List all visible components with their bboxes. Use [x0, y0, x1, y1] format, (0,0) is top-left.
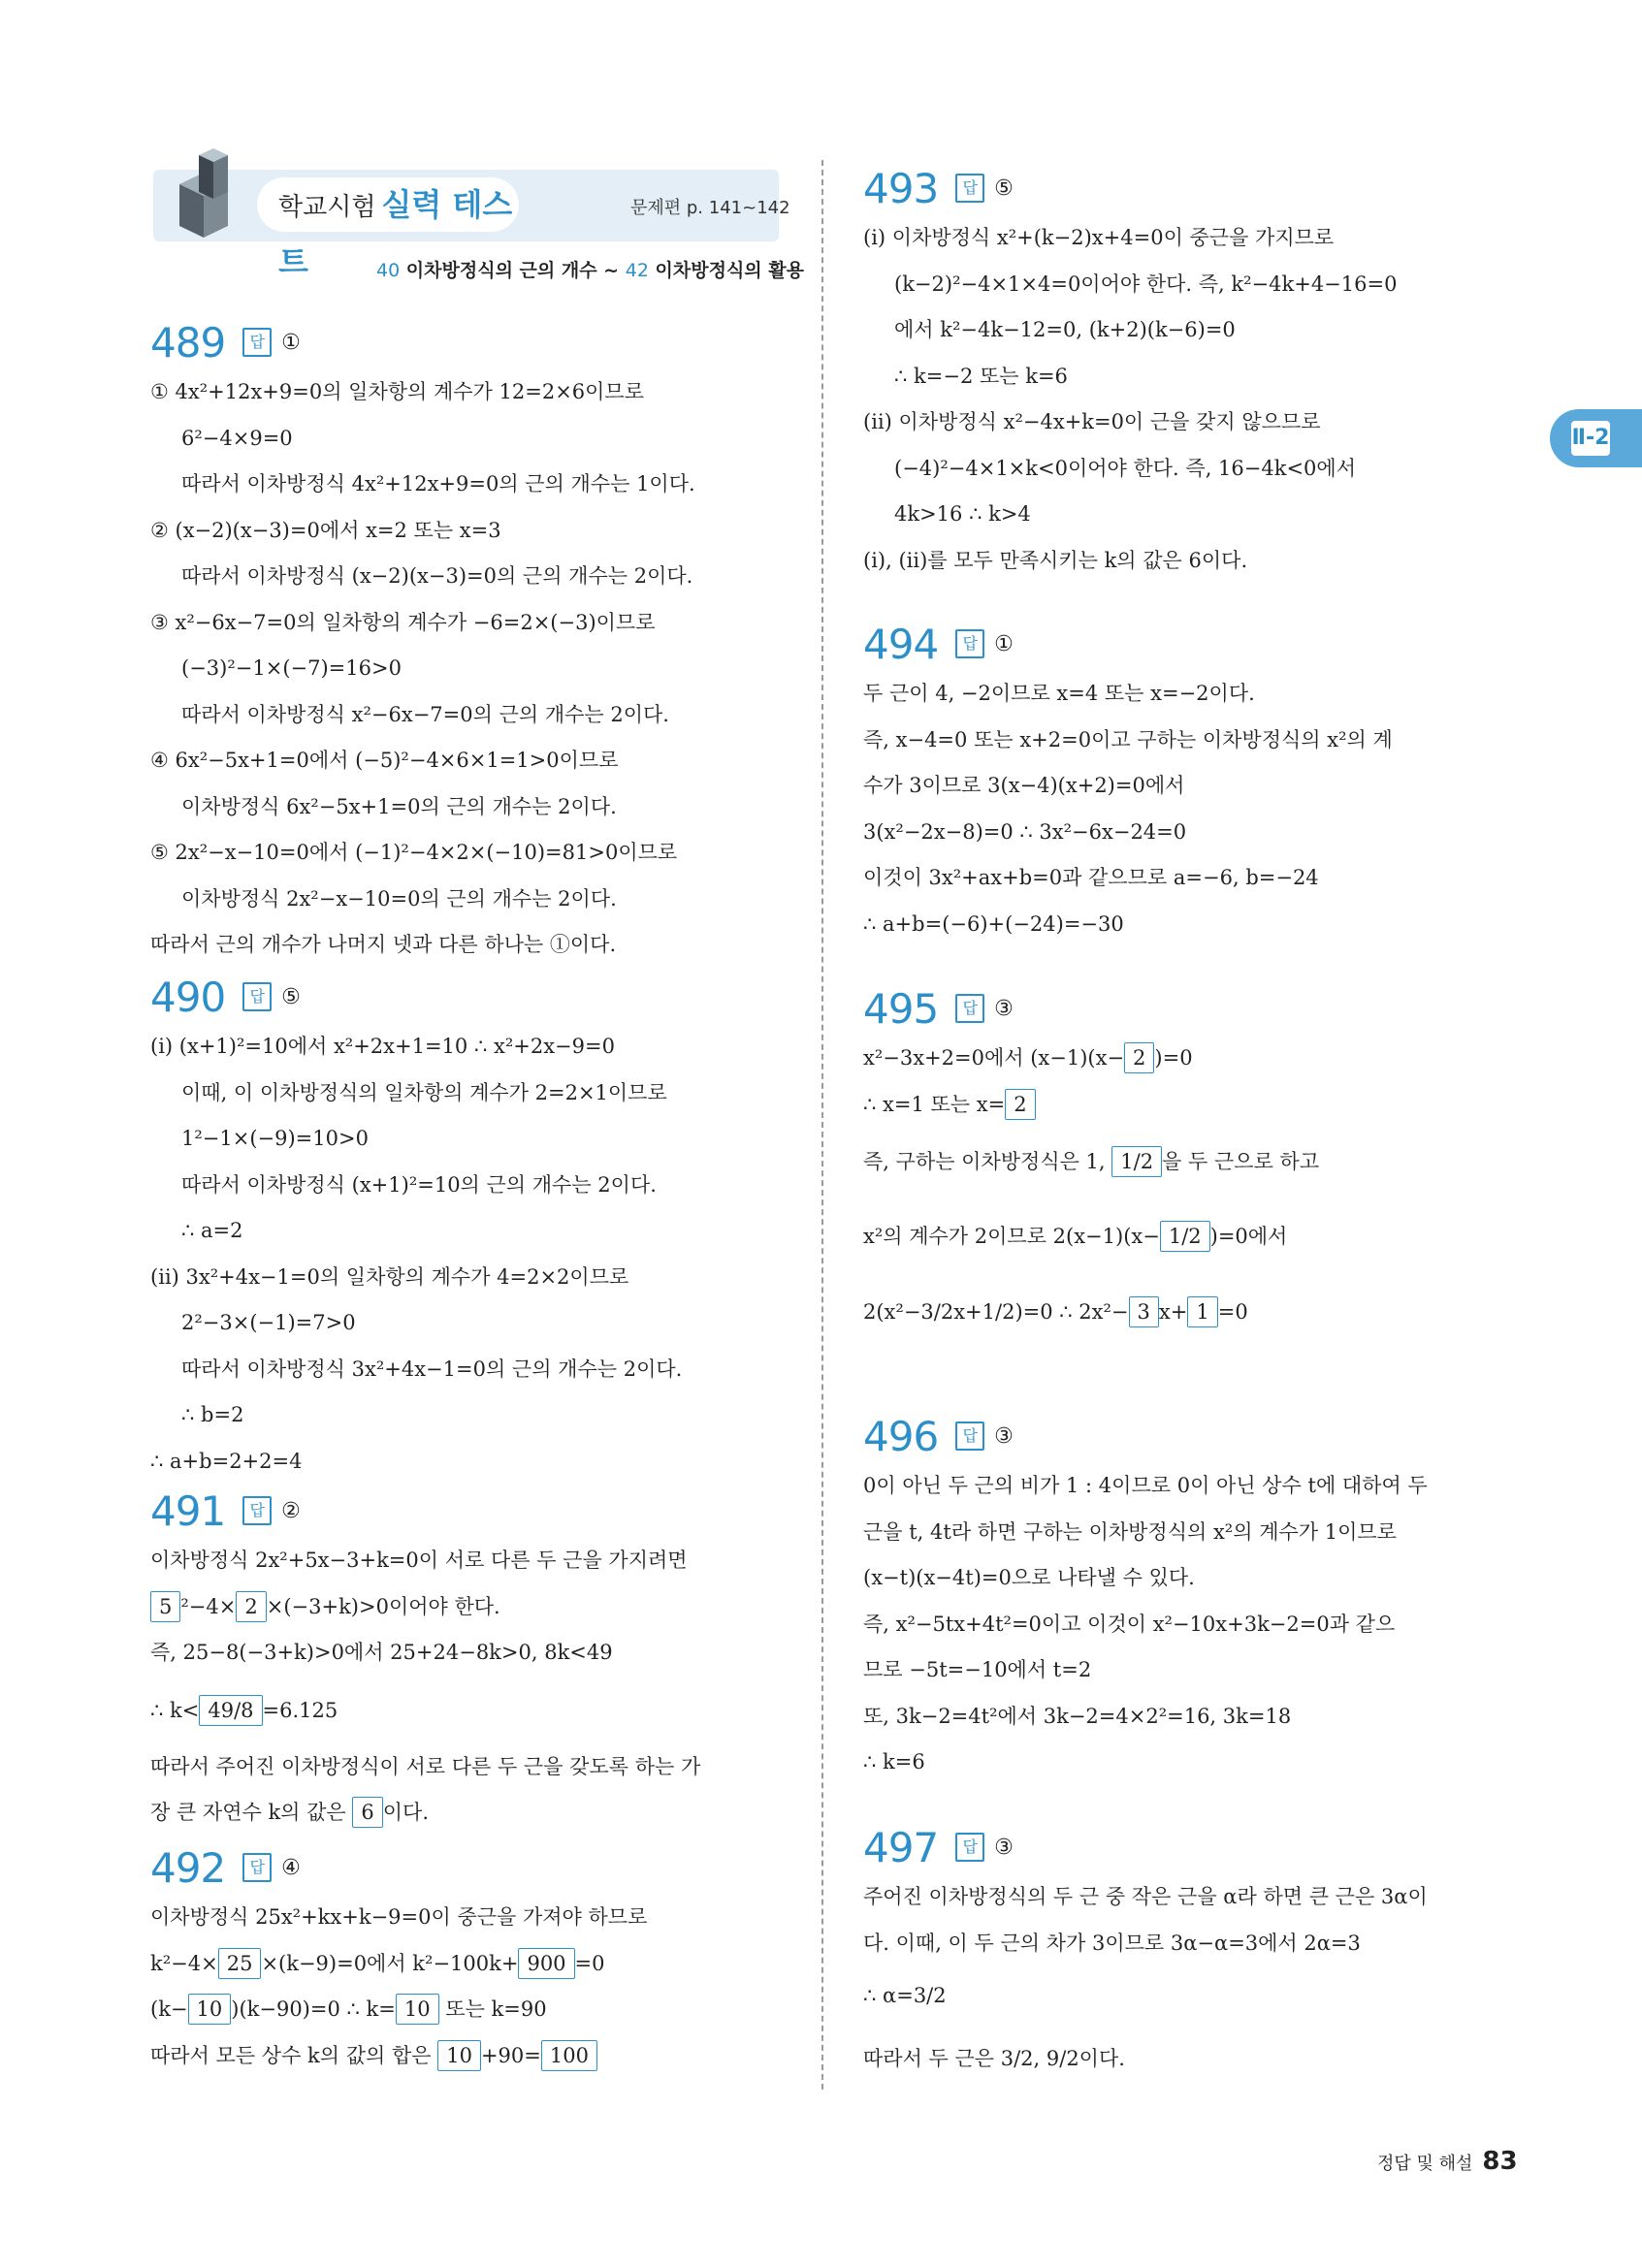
solution-line [150, 1941, 647, 1988]
solution-text: x²의 계수가 2이므로 2(x−1)(x− [863, 1225, 1160, 1248]
answer-box: 6 [352, 1797, 382, 1828]
answer-box: 10 [396, 1994, 439, 2025]
solution-line: ∴ k=−2 또는 k=6 [894, 364, 1068, 388]
solution-line: 따라서 이차방정식 x²−6x−7=0의 근의 개수는 2이다. [181, 702, 669, 726]
answer-box: 1/2 [1160, 1221, 1210, 1252]
problem-490 [150, 970, 682, 1485]
answer-value: ③ [994, 1423, 1014, 1449]
answer-box: 10 [437, 2040, 481, 2071]
solution-line: ∴ b=2 [181, 1403, 244, 1426]
solution-line: 즉, x²−5tx+4t²=0이고 이것이 x²−10x+3k−2=0과 같으 [863, 1612, 1396, 1636]
solution-line: 이차방정식 25x²+kx+k−9=0이 중근을 가져야 하므로 [150, 1905, 648, 1929]
answer-box: 2 [1005, 1089, 1035, 1120]
solution-line: 다. 이때, 이 두 근의 차가 3이므로 3α−α=3에서 2α=3 [863, 1931, 1361, 1955]
solution-line: 주어진 이차방정식의 두 근 중 작은 근을 α라 하면 큰 근은 3α이 [863, 1885, 1428, 1908]
problem-number: 493 [863, 164, 939, 212]
solution-line: ∴ α=3/2 [863, 1984, 947, 2007]
solution-line: (ⅰ), (ⅱ)를 모두 만족시키는 k의 값은 6이다. [863, 548, 1248, 572]
answer-icon: 답 [955, 994, 984, 1023]
answer-box: 2 [1124, 1042, 1154, 1073]
answer-box: 900 [518, 1948, 574, 1979]
solution-text: 장 큰 자연수 k의 값은 [150, 1801, 353, 1824]
solution-text: ²−4× [180, 1594, 237, 1618]
solution-line: (k−2)²−4×1×4=0이어야 한다. 즉, k²−4k+4−16=0 [894, 272, 1398, 296]
solution-line: 또, 3k−2=4t²에서 3k−2=4×2²=16, 3k=18 [863, 1704, 1292, 1728]
answer-value: ② [281, 1498, 301, 1523]
solution-line: 이차방정식 2x²+5x−3+k=0이 서로 다른 두 근을 가지려면 [150, 1549, 688, 1572]
solution-line: 따라서 두 근은 3/2, 9/2이다. [863, 2047, 1125, 2070]
solution-text: 따라서 모든 상수 k의 값의 합은 [150, 2043, 438, 2067]
solution-line [863, 1278, 1319, 1346]
solution-line: 1²−1×(−9)=10>0 [181, 1127, 369, 1150]
solution-line: 이차방정식 6x²−5x+1=0의 근의 개수는 2이다. [181, 794, 617, 818]
solution-text: x²−3x+2=0에서 (x−1)(x− [863, 1046, 1125, 1070]
solution-text: =0 [1217, 1300, 1248, 1324]
solution-line: 이차방정식 2x²−x−10=0의 근의 개수는 2이다. [181, 886, 617, 910]
solution-line: 따라서 주어진 이차방정식이 서로 다른 두 근을 갖도록 하는 가 [150, 1754, 701, 1778]
solution-line: ∴ a+b=2+2=4 [150, 1449, 303, 1473]
answer-value: ③ [994, 996, 1014, 1021]
problem-number: 497 [863, 1823, 939, 1871]
answer-icon: 답 [955, 1833, 984, 1862]
answer-box: 5 [150, 1591, 180, 1622]
solution-text: ×(k−9)=0에서 k²−100k+ [261, 1951, 519, 1975]
answer-box: 2 [236, 1591, 266, 1622]
solution-line: ④ 6x²−5x+1=0에서 (−5)²−4×6×1=1>0이므로 [150, 749, 619, 772]
answer-icon: 답 [955, 174, 984, 203]
solution-line [863, 1036, 1319, 1082]
solution-line: 4k>16 ∴ k>4 [894, 502, 1031, 526]
solution-text: 또는 k=90 [438, 1997, 547, 2021]
solution-line: 2²−3×(−1)=7>0 [181, 1311, 356, 1334]
answer-icon: 답 [955, 629, 984, 658]
footer-label: 정답 및 해설 [1377, 2154, 1473, 2174]
problem-491 [150, 1484, 700, 1837]
solution-line: (ⅱ) 3x²+4x−1=0의 일차항의 계수가 4=2×2이므로 [150, 1264, 629, 1289]
solution-line: 이것이 3x²+ax+b=0과 같으므로 a=−6, b=−24 [863, 866, 1319, 889]
solution-text: ∴ x=1 또는 x= [863, 1092, 1006, 1116]
problem-number: 495 [863, 984, 939, 1033]
answer-icon: 답 [955, 1421, 984, 1451]
problem-489 [150, 315, 695, 969]
subtitle-number-end: 42 [625, 260, 649, 281]
answer-icon: 답 [242, 1853, 272, 1882]
problem-492 [150, 1840, 647, 2079]
solution-line: 0이 아닌 두 근의 비가 1 : 4이므로 0이 아닌 상수 t에 대하여 두 [863, 1474, 1428, 1497]
problem-497 [863, 1820, 1428, 2092]
answer-icon: 답 [242, 328, 272, 357]
solution-line: 즉, x−4=0 또는 x+2=0이고 구하는 이차방정식의 x²의 계 [863, 727, 1393, 751]
answer-box: 25 [218, 1948, 262, 1979]
answer-icon: 답 [242, 1496, 272, 1525]
problem-493 [863, 161, 1397, 584]
solution-text: k²−4× [150, 1951, 218, 1975]
solution-line: 이때, 이 이차방정식의 일차항의 계수가 2=2×1이므로 [181, 1080, 667, 1104]
solution-text: (k− [150, 1997, 188, 2021]
solution-line: ③ x²−6x−7=0의 일차항의 계수가 −6=2×(−3)이므로 [150, 610, 656, 634]
solution-line [150, 2033, 647, 2080]
problem-number: 489 [150, 318, 226, 367]
solution-line [863, 1082, 1319, 1129]
column-divider [821, 160, 823, 2090]
answer-box: 3 [1129, 1296, 1159, 1327]
solution-line: 따라서 근의 개수가 나머지 넷과 다른 하나는 ①이다. [150, 933, 617, 956]
solution-line: (ⅰ) 이차방정식 x²+(k−2)x+4=0이 중근을 가지므로 [863, 226, 1335, 249]
subtitle-number-start: 40 [376, 260, 401, 281]
answer-value: ⑤ [994, 176, 1014, 201]
solution-line: ∴ k=6 [863, 1750, 925, 1773]
answer-box: 1 [1187, 1296, 1217, 1327]
solution-line [863, 1128, 1319, 1196]
problem-495 [863, 981, 1319, 1346]
solution-line: 므로 −5t=−10에서 t=2 [863, 1658, 1092, 1681]
problem-496 [863, 1409, 1428, 1786]
problem-number: 494 [863, 620, 939, 668]
answer-value: ④ [281, 1855, 301, 1880]
problem-number: 490 [150, 973, 226, 1021]
answer-box: 49/8 [199, 1695, 262, 1726]
solution-text: 을 두 근으로 하고 [1162, 1150, 1320, 1173]
solution-text: 즉, 구하는 이차방정식은 1, [863, 1150, 1112, 1173]
solution-line: ⑤ 2x²−x−10=0에서 (−1)²−4×2×(−10)=81>0이므로 [150, 841, 678, 864]
solution-line: 따라서 이차방정식 3x²+4x−1=0의 근의 개수는 2이다. [181, 1357, 683, 1381]
solution-line [863, 1196, 1319, 1278]
solution-line: (x−t)(x−4t)=0으로 나타낼 수 있다. [863, 1566, 1195, 1589]
answer-icon: 답 [242, 982, 272, 1011]
solution-line: 수가 3이므로 3(x−4)(x+2)=0에서 [863, 774, 1185, 797]
solution-text: 이다. [382, 1801, 430, 1824]
chapter-tab-label: Ⅱ-2 [1571, 421, 1610, 456]
solution-text: x+ [1158, 1300, 1188, 1324]
solution-text: +90= [480, 2043, 541, 2067]
page-footer [1377, 2147, 1518, 2176]
solution-line: 즉, 25−8(−3+k)>0에서 25+24−8k>0, 8k<49 [150, 1641, 613, 1664]
solution-line: ∴ a+b=(−6)+(−24)=−30 [863, 911, 1124, 936]
answer-value: ① [994, 631, 1014, 656]
page-number: 83 [1482, 2147, 1518, 2176]
banner-title-accent: 실력 테스트 [278, 186, 513, 280]
solution-text: )(k−90)=0 ∴ k= [231, 1997, 396, 2021]
solution-line: (ⅰ) (x+1)²=10에서 x²+2x+1=10 ∴ x²+2x−9=0 [150, 1035, 615, 1058]
answer-value: ③ [994, 1835, 1014, 1860]
solution-line: 따라서 이차방정식 4x²+12x+9=0의 근의 개수는 1이다. [181, 472, 695, 495]
problem-number: 491 [150, 1486, 226, 1535]
solution-text: ∴ k< [150, 1698, 200, 1722]
solution-line: 6²−4×9=0 [181, 426, 293, 450]
answer-value: ① [281, 330, 301, 355]
solution-line: ∴ a=2 [181, 1219, 243, 1242]
cube-stack-icon [160, 145, 247, 242]
banner-title-prefix: 학교시험 [278, 193, 376, 222]
solution-line: 에서 k²−4k−12=0, (k+2)(k−6)=0 [894, 318, 1236, 341]
solution-line [150, 1584, 700, 1631]
solution-line: (−4)²−4×1×k<0이어야 한다. 즉, 16−4k<0에서 [894, 456, 1356, 480]
solution-line: 따라서 이차방정식 (x+1)²=10의 근의 개수는 2이다. [181, 1172, 657, 1197]
answer-value: ⑤ [281, 984, 301, 1009]
solution-line: 3(x²−2x−8)=0 ∴ 3x²−6x−24=0 [863, 819, 1187, 844]
solution-line: 두 근이 4, −2이므로 x=4 또는 x=−2이다. [863, 682, 1255, 705]
subtitle-text-end: 이차방정식의 활용 [648, 260, 804, 281]
problem-number: 496 [863, 1412, 939, 1460]
solution-text: ×(−3+k)>0이어야 한다. [266, 1594, 500, 1618]
section-subtitle [376, 256, 804, 282]
answer-box: 10 [188, 1994, 232, 2025]
solution-line: 따라서 이차방정식 (x−2)(x−3)=0의 근의 개수는 2이다. [181, 564, 693, 588]
answer-box: 1/2 [1111, 1146, 1162, 1177]
solution-line [150, 1790, 700, 1837]
solution-text: )=0에서 [1209, 1225, 1288, 1248]
solution-text: )=0 [1154, 1046, 1193, 1070]
subtitle-text-start: 이차방정식의 근의 개수 ~ [400, 260, 626, 281]
answer-box: 100 [541, 2040, 597, 2071]
solution-line: ① 4x²+12x+9=0의 일차항의 계수가 12=2×6이므로 [150, 380, 645, 403]
solution-line [150, 1677, 700, 1744]
solution-text: 2(x²−3/2x+1/2)=0 ∴ 2x²− [863, 1300, 1129, 1324]
solution-text: =0 [574, 1951, 605, 1975]
solution-line: ② (x−2)(x−3)=0에서 x=2 또는 x=3 [150, 518, 501, 542]
problem-reference: 문제편 p. 141~142 [630, 198, 790, 218]
solution-text: =6.125 [262, 1698, 338, 1722]
solution-line: (−3)²−1×(−7)=16>0 [181, 656, 402, 680]
solution-line: (ⅱ) 이차방정식 x²−4x+k=0이 근을 갖지 않으므로 [863, 410, 1321, 433]
problem-494 [863, 617, 1393, 947]
solution-line [150, 1987, 647, 2033]
chapter-tab[interactable] [1550, 409, 1642, 467]
problem-number: 492 [150, 1843, 226, 1892]
solution-line: 근을 t, 4t라 하면 구하는 이차방정식의 x²의 계수가 1이므로 [863, 1519, 1397, 1544]
